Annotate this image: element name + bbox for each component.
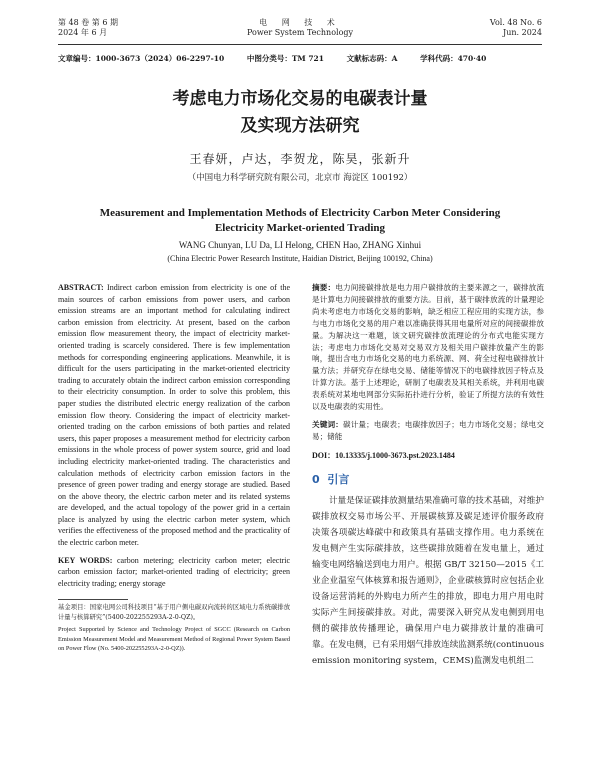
discipline-code: 学科代码：470·40 [420,54,487,63]
authors-zh: 王春妍，卢达，李贺龙，陈昊，张新升 [189,152,411,166]
paper-title-en-line1: Measurement and Implementation Methods of Electricity Carbon Meter Considering [99,207,501,219]
footnote-zh [58,603,290,622]
paper-title-zh [0,86,600,140]
affiliation-en: (China Electric Power Research Institute, Haidian District, Beijing 100192, China) [167,254,433,263]
footnote-zh-label: 基金项目： [58,604,90,612]
authors-en: WANG Chunyan, LU Da, LI Helong, CHEN Hao, ZHANG Xinhui [178,240,422,250]
abstract-zh-label: 摘要： [312,283,336,292]
journal-title-zh: 电 网 技 术 [259,18,341,27]
header-rule [58,44,542,45]
abstract-en-label: ABSTRACT: [58,283,104,292]
affiliation-zh: （中国电力科学研究院有限公司，北京市 海淀区 100192） [187,173,413,183]
date-zh: 2024 年 6 月 [58,28,108,37]
abstract-en-text: Indirect carbon emission from electricity is one of the main sources of carbon emissions from power users, and carbon emission streams are an important method for calculating indirect carbon emission from electricity. At present, based on the carbon emission flow measurement theory, the impact of electricity market-oriented trading is scarcely considered. There is few implementation methods for corresponding engineering applications. Meanwhile, it is difficult for the users participating in the market-oriented electricity trading to accurately obtain the indirect carbon emission corresponding to their electricity consumption. In order to solve this problem, this paper studies the distributed electric energy realization of the carbon emission flow theory. Considering the impact of electricity market-oriented trading on the carbon emissions of both parties and related users, this paper proposes a measurement method for electricity carbon emissions in the whole process of power system source, grid and load including electricity market-oriented trading. The characteristics and calculation methods of electricity carbon emission factors in the presence of green power trading and energy storage are studied. Based on the above theory, the electric carbon meter and its related systems are developed, and the actual topology of the power grid in a certain place is analyzed by using the electric carbon meter system, which verifies the effectiveness of the proposed method and the practicality of the electric carbon meter. [58,283,291,548]
article-number: 文章编号：1000-3673（2024）06-2297-10 [58,54,225,63]
paper-title-en [0,206,600,236]
abstract-en [58,282,290,549]
footnote-en: Project Supported by Science and Technology Project of SGCC (Research on Carbon Emission Measurement Model and Measurement Method of Regional Power System Based on Power Flow (No. 5400-202255293A-2-0-QZ)). [58,626,290,653]
section-title: 引言 [327,472,350,486]
keywords-en-text: carbon metering; electricity carbon meter; electric carbon emission factor; market-oriented trading of electricity; green electricity trading; energy storage [58,555,291,588]
clc-number: 中图分类号：TM 721 [246,54,324,63]
paper-title-en-line2: Electricity Market-oriented Trading [214,222,386,234]
keywords-zh-text: 碳计量；电碳表；电碳排放因子；电力市场化交易；绿电交易；储能 [312,419,544,441]
document-code: 文献标志码：A [346,54,398,63]
keywords-zh-label: 关键词： [312,419,343,429]
left-column [58,282,290,654]
paper-title-zh-line1: 考虑电力市场化交易的电碳表计量 [172,89,428,109]
volume-issue-zh: 第 48 卷 第 6 期 [58,18,118,27]
date-en: Jun. 2024 [503,28,542,37]
footnote-zh-text: 国家电网公司科技项目“基于用户侧电碳双向流转的区域电力系统碳排放计量与核算研究”(5400-202255293A-2-0-QZ)。 [58,604,290,621]
right-column [312,282,544,669]
footnote-rule [58,599,128,600]
volume-issue-en: Vol. 48 No. 6 [489,18,542,27]
section-number: 0 [312,472,320,486]
journal-volume-en [490,18,542,38]
section-heading [312,471,544,487]
abstract-zh-text: 电力间接碳排放是电力用户碳排放的主要来源之一，碳排放流是计算电力间接碳排放的重要方法。目前，基于碳排放流的计量理论尚未考虑电力市场化交易的影响，缺乏相应工程应用的实现方法，参与电力市场化交易的用户难以准确获得其用电量所对应的间接碳排放量。为解决这一难题，该文研究碳排放流理论的分布式电能实现方法；考虑电力市场化交易对交易双方及相关用户碳排放量产生的影响，提出含电力市场化交易的电力系统源、网、荷全过程电碳排放计量方法；并研究存在绿电交易、储能等情况下的电碳排放因子特点及计算方法。基于上述理论，研制了电碳表及其相关系统，并利用电碳表系统对某地电网部分实际拓扑进行分析，验证了所提方法的有效性以及电碳表的实用性。 [312,283,545,412]
keywords-en [58,555,290,590]
keywords-zh [312,419,544,443]
intro-paragraph: 计量是保证碳排放测量结果准确可靠的技术基础，对维护碳排放权交易市场公平、开展碳核算及碳足迹评价服务政府决策各项碳达峰碳中和政策具有基础支撑作用。电力系统在发电侧产生实际碳排放，这些碳排放随着在发电量上，通过输变电网络输送到电力用户。根据 GB/T 32150—2015《工业企业温室气体核算和报告通则》，企业碳核算时应包括企业设备运营消耗的外购电力所产生的排放，即电力用户用电时实际产生间接碳排放。对此，需要深入研究从发电侧到用电侧的碳排放传播理论，确保用户电力碳排放计量的准确可靠。在发电侧，已有采用烟气排放连续监测系统(continuous emission monitoring system，CEMS)监测发电机组二 [312,495,544,666]
doi: DOI：10.13335/j.1000-3673.pst.2023.1484 [312,450,455,460]
keywords-en-label: KEY WORDS: [58,555,113,565]
article-meta [58,53,506,64]
abstract-zh [312,282,544,413]
journal-title-en: Power System Technology [246,28,354,37]
paper-title-zh-line2: 及实现方法研究 [240,116,360,136]
